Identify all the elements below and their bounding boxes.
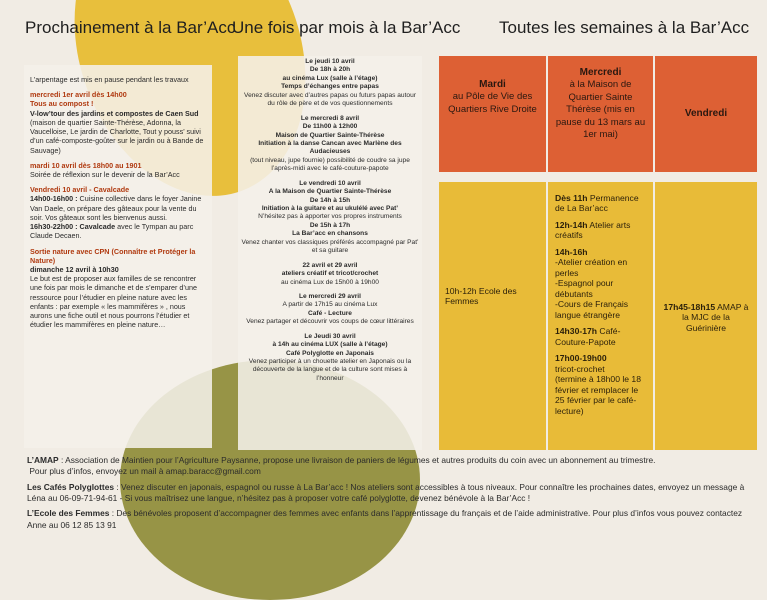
- event-subtitle: V-low’tour des jardins et compostes de Caen Sud: [30, 108, 199, 118]
- event-description: 14h00-16h00 : Cuisine collective dans le foyer Janine Van Daele, on prépare des gâteaux pour la vente du soir. Vos gâteaux sont les bienvenus aussi.: [30, 194, 202, 222]
- monthly-event-lecture: Le mercredi 29 avril A partir de 17h15 au cinéma Lux Café - Lecture Venez partager et découvrir vos coups de cœur littéraires: [246, 292, 414, 326]
- footer-info: [27, 455, 757, 535]
- mardi-body: 10h-12h Ecole des Femmes: [439, 182, 546, 450]
- header-prochainement: Prochainement à la Bar’Acc: [25, 18, 236, 37]
- event-title: Vendredi 10 avril - Cavalcade: [30, 185, 130, 195]
- event-compost: [30, 90, 208, 155]
- event-title: Tous au compost !: [30, 99, 94, 109]
- vendredi-body: 17h45-18h15 AMAP à la MJC de la Guérinière: [655, 182, 757, 450]
- event-description: Soirée de réflexion sur le devenir de la Bar’Acc: [30, 169, 180, 179]
- mercredi-body: Dès 11h Permanence de La Bar’acc 12h-14h Atelier arts créatifs 14h-16h -Atelier création en perles -Espagnol pour débutants -Cours de Français langue étrangère 14h30-17h Café-Couture-Papote 17h00-19h00 tricot-crochet (termine à 18h00 le 18 février et remplacer le 25 février par le café-lecture): [548, 182, 653, 450]
- event-sortie-nature: [30, 247, 208, 330]
- monthly-event-japonais: Le Jeudi 30 avril à 14h au cinéma LUX (salle à l’étage) Café Polyglotte en Japonais Venez participer à un chouette atelier en Japonais ou la découverte de la langue et de la culture sont mises à l’honneur: [248, 332, 412, 382]
- event-date: dimanche 12 avril à 10h30: [30, 264, 119, 274]
- event-cavalcade: [30, 185, 208, 240]
- upcoming-events-panel: [24, 65, 212, 448]
- event-description: 16h30-22h00 : Cavalcade avec le Tympan au parc Claude Decaen.: [30, 222, 194, 241]
- event-description: Le but est de proposer aux familles de se rencontrer une fois par mois le dimanche et de s’emparer d’une ressource pour l’étudier en pleine nature avec les enfants : par exemple « les mammifères » , nous aurons une fiche outil et nous pourrons l’étudier et étudier les mammifères en pleine nature…: [30, 274, 198, 330]
- event-date: mercredi 1er avril dès 14h00: [30, 90, 127, 100]
- event-description: (maison de quartier Sainte-Thérèse, Adonna, la Vaucelloise, Le jardin de Charlotte, Tout y pouss’ suivi d’un café-composte-goûter sur le jardin ou à Bande de Sauvage): [30, 117, 204, 155]
- mercredi-header: Mercredi à la Maison de Quartier Sainte Thérèse (mis en pause du 13 mars au 1er mai): [548, 56, 653, 172]
- header-mensuel: Une fois par mois à la Bar’Acc: [232, 18, 461, 37]
- event-date: mardi 10 avril dès 18h00 au 1901: [30, 160, 142, 170]
- monthly-event-tricot: 22 avril et 29 avril ateliers créatif et tricot/crochet au cinéma Lux de 15h00 à 19h00: [281, 261, 379, 286]
- vendredi-header: Vendredi: [655, 56, 757, 172]
- event-title: Sortie nature avec CPN (Connaître et Protéger la Nature): [30, 246, 196, 265]
- monthly-event-cancan: Le mercredi 8 avril De 11h00 à 12h00 Maison de Quartier Sainte-Thérèse Initiation à la danse Cancan avec Marlène des Audacieuses (tout niveau, jupe fournie) possibilité de coudre sa jupe l’après-midi avec le café-couture-papote: [250, 114, 410, 173]
- footer-amap: L’AMAP : Association de Maintien pour l’Agriculture Paysanne, propose une livraison de paniers de légumes et autres produits du coin avec un abonnement au trimestre. Pour plus d’infos, envoyez un mail à amap.baracc@gmail.com: [27, 455, 656, 477]
- footer-ecole: L’Ecole des Femmes : Des bénévoles proposent d’accompagner des femmes avec enfants dans l’apprentissage du français et de l’aide administrative. Pour plus d’infos vous pouvez contactez Anne au 06 12 85 13 91: [27, 508, 743, 530]
- monthly-event-papas: Le jeudi 10 avril De 18h à 20h au cinéma Lux (salle à l’étage) Temps d’échanges entre papas Venez discuter avec d’autres papas ou futurs papas autour du rôle de père et de vos questionnements: [244, 58, 416, 108]
- footer-cafes: Les Cafés Polyglottes : Venez discuter en japonais, espagnol ou russe à La Bar’acc ! Nos ateliers sont accessibles à tous niveaux. Pour connaître les prochaines dates, envoyez un message à Léna au 06-09-71-94-61 - Si vous maîtrisez une langue, n’hésitez pas à proposer votre café polyglotte, devenez bénévole à la Bar’Acc !: [27, 481, 745, 504]
- arpentage-note: L’arpentage est mis en pause pendant les travaux: [30, 75, 189, 84]
- header-hebdomadaire: Toutes les semaines à la Bar’Acc: [499, 18, 750, 37]
- monthly-events-panel: [238, 56, 422, 450]
- mardi-header: Mardi au Pôle de Vie des Quartiers Rive Droite: [439, 56, 546, 172]
- event-reflexion: [30, 161, 208, 179]
- monthly-event-guitare: Le vendredi 10 avril A la Maison de Quartier Sainte-Thérèse De 14h à 15h Initiation à la guitare et au ukulélé avec Pat’ N’hésitez pas à apporter vos propres instruments De 15h à 17h La Bar’acc en chansons Venez chanter vos classiques préférés accompagné par Pat’ et sa guitare: [241, 179, 419, 255]
